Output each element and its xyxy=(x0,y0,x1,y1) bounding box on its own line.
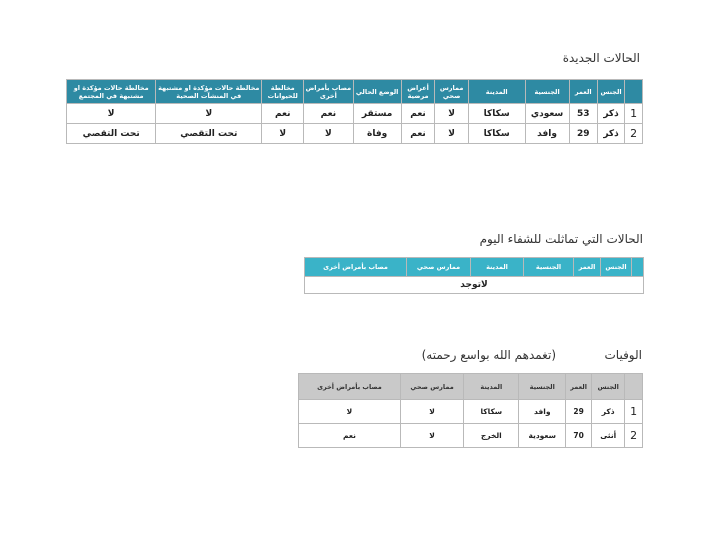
header-age: العمر xyxy=(574,258,601,277)
cell-other-diseases: لا xyxy=(304,124,353,144)
header-city: المدينة xyxy=(468,80,525,104)
cell-other-diseases: نعم xyxy=(304,104,353,124)
row-number: 1 xyxy=(625,104,643,124)
cell-other-diseases: نعم xyxy=(299,424,401,448)
row-number: 2 xyxy=(625,124,643,144)
cell-health-practitioner: لا xyxy=(435,104,469,124)
header-other-diseases: مصاب بأمراض أخرى xyxy=(305,258,407,277)
new-cases-header-row xyxy=(67,80,643,104)
new-cases-title: الحالات الجديدة xyxy=(562,51,640,65)
cell-symptoms: نعم xyxy=(401,124,435,144)
header-nationality: الجنسية xyxy=(519,374,566,400)
cell-gender: ذكر xyxy=(597,124,624,144)
header-index xyxy=(625,374,643,400)
header-city: المدينة xyxy=(464,374,519,400)
cell-city: الخرج xyxy=(464,424,519,448)
header-index xyxy=(625,80,643,104)
header-health-practitioner: ممارس صحي xyxy=(407,258,471,277)
cell-animal-contact: نعم xyxy=(262,104,304,124)
header-current-status: الوضع الحالي xyxy=(353,80,401,104)
cell-age: 70 xyxy=(566,424,592,448)
cell-city: سكاكا xyxy=(468,124,525,144)
cell-nationality: وافد xyxy=(519,400,566,424)
cell-health-practitioner: لا xyxy=(400,424,463,448)
cell-health-practitioner: لا xyxy=(400,400,463,424)
cell-age: 29 xyxy=(569,124,597,144)
recovered-title: الحالات التي تماثلت للشفاء اليوم xyxy=(479,232,643,246)
header-nationality: الجنسية xyxy=(525,80,569,104)
header-age: العمر xyxy=(569,80,597,104)
header-community-contact: مخالطة حالات مؤكدة او مشتبهة في المجتمع xyxy=(67,80,156,104)
recovered-header-row xyxy=(305,258,644,277)
cell-healthcare-contact: تحت التقصي xyxy=(156,124,262,144)
table-row xyxy=(305,277,644,294)
recovered-table xyxy=(304,257,644,294)
cell-animal-contact: لا xyxy=(262,124,304,144)
cell-community-contact: تحت التقصي xyxy=(67,124,156,144)
cell-gender: ذكر xyxy=(592,400,625,424)
header-gender: الجنس xyxy=(597,80,624,104)
deaths-table xyxy=(298,373,643,448)
header-animal-contact: مخالطة للحيوانات xyxy=(262,80,304,104)
cell-current-status: وفاة xyxy=(353,124,401,144)
cell-community-contact: لا xyxy=(67,104,156,124)
header-city: المدينة xyxy=(471,258,524,277)
header-other-diseases: مصاب بأمراض أخرى xyxy=(304,80,353,104)
cell-symptoms: نعم xyxy=(401,104,435,124)
cell-healthcare-contact: لا xyxy=(156,104,262,124)
header-health-practitioner: ممارس صحي xyxy=(435,80,469,104)
row-number: 1 xyxy=(625,400,643,424)
header-gender: الجنس xyxy=(592,374,625,400)
header-other-diseases: مصاب بأمراض أخرى xyxy=(299,374,401,400)
table-row xyxy=(299,400,643,424)
empty-message: لاتوجد xyxy=(305,277,644,294)
cell-nationality: سعودي xyxy=(525,104,569,124)
deaths-subtitle: (تغمدهم الله بواسع رحمته) xyxy=(421,348,556,362)
row-number: 2 xyxy=(625,424,643,448)
table-row xyxy=(67,124,643,144)
header-gender: الجنس xyxy=(601,258,632,277)
header-healthcare-contact: مخالطة حالات مؤكدة او مشتبهة في المنشآت الصحية xyxy=(156,80,262,104)
cell-city: سكاكا xyxy=(464,400,519,424)
header-health-practitioner: ممارس صحي xyxy=(400,374,463,400)
table-row xyxy=(299,424,643,448)
deaths-header-row xyxy=(299,374,643,400)
cell-nationality: سعودية xyxy=(519,424,566,448)
cell-health-practitioner: لا xyxy=(435,124,469,144)
header-nationality: الجنسية xyxy=(524,258,574,277)
cell-gender: ذكر xyxy=(597,104,624,124)
table-row xyxy=(67,104,643,124)
new-cases-table xyxy=(66,79,643,144)
cell-city: سكاكا xyxy=(468,104,525,124)
deaths-title: الوفيات xyxy=(604,348,642,362)
header-symptoms: أعراض مرضية xyxy=(401,80,435,104)
cell-age: 29 xyxy=(566,400,592,424)
header-age: العمر xyxy=(566,374,592,400)
cell-nationality: وافد xyxy=(525,124,569,144)
cell-age: 53 xyxy=(569,104,597,124)
cell-current-status: مستقر xyxy=(353,104,401,124)
cell-gender: أنثى xyxy=(592,424,625,448)
cell-other-diseases: لا xyxy=(299,400,401,424)
header-index xyxy=(632,258,644,277)
